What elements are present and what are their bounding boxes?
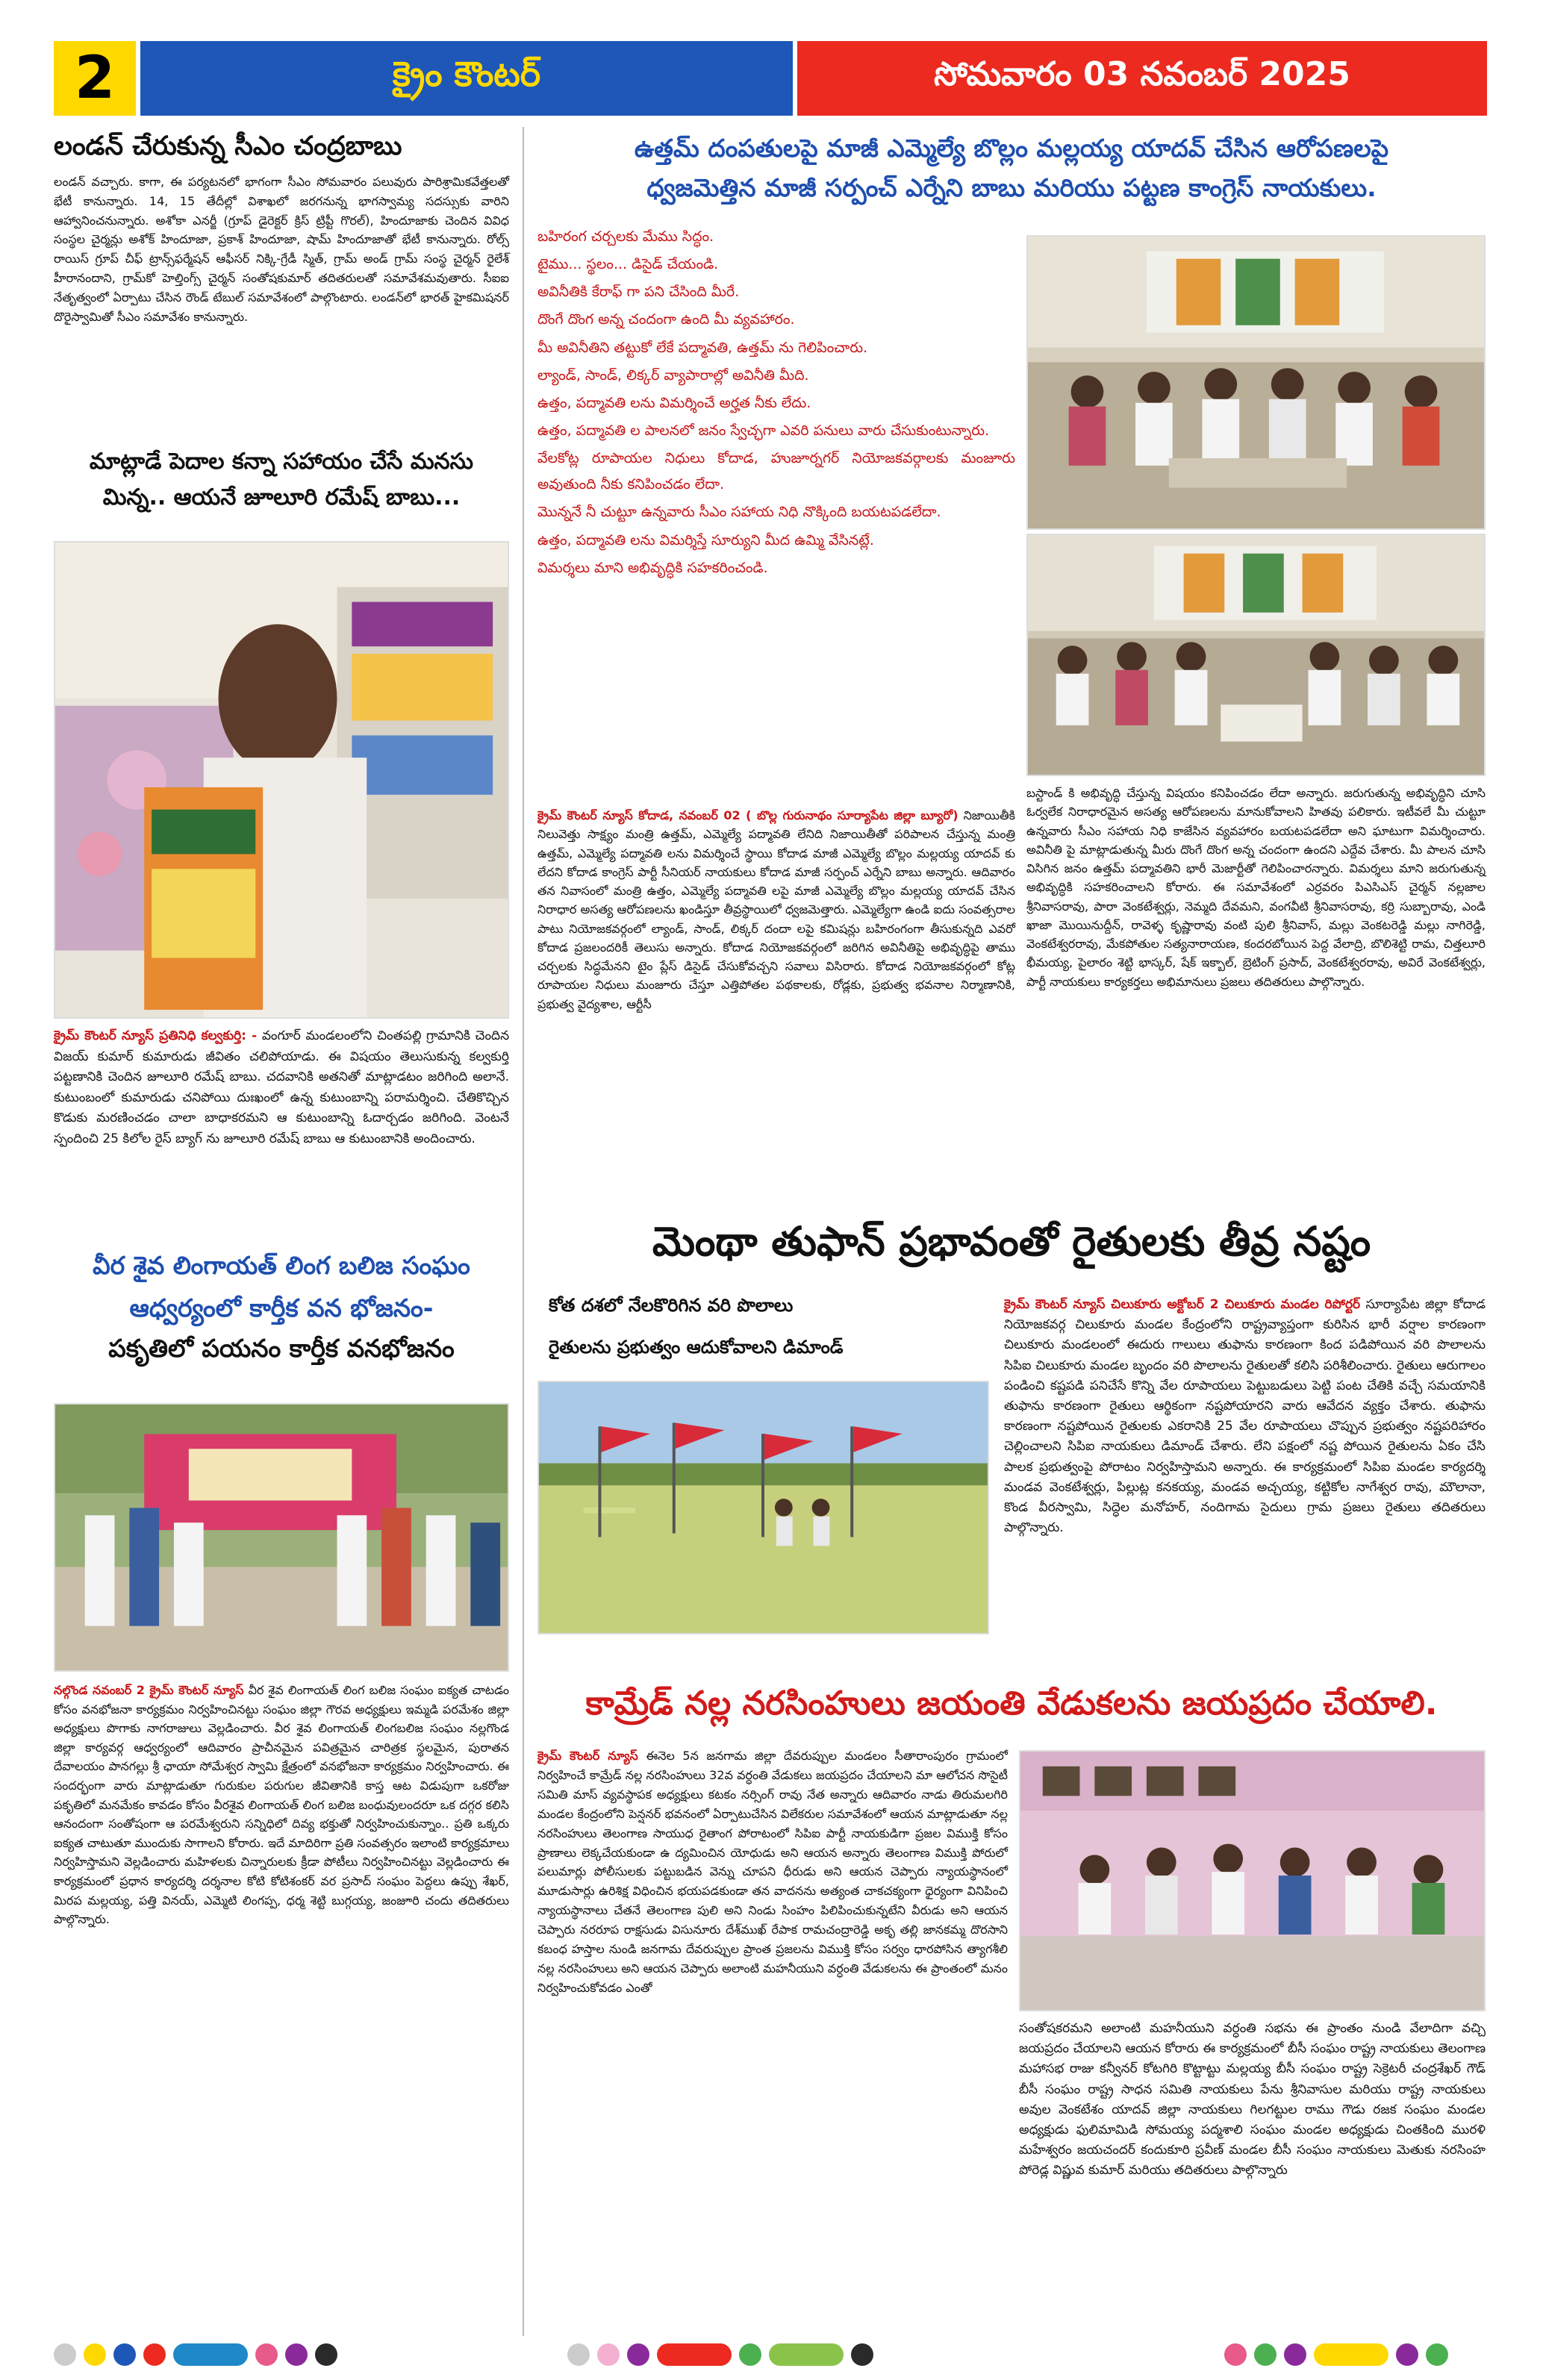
story5-sub1: కోత దశలో నేలకొరిగిన వరి పొలాలు [549,1295,794,1316]
story6-text-left [537,1746,1008,1998]
decor-dot [1284,2343,1306,2366]
decor-dot [597,2343,620,2366]
decor-dot [54,2343,76,2366]
quote-item: ఉత్తం, పద్మావతి లను విమర్శిస్తే సూర్యుని మీద ఉమ్మి వేసినట్లే. [537,531,874,549]
footer-dots-right [1224,2343,1448,2366]
story6-body-right: సంతోషకరమని అలాంటి మహనీయుని వర్ధంతి సభను ఈ ప్రాంతం నుండి వేలాదిగా వచ్చి జయప్రదం చేయాలని ఆయన కోరారు ఈ కార్యక్రమంలో బీసీ సంఘం రాష్ట్ర నాయకులు తెలంగాణ మహాసభ రాజు కన్వీనర్ కోటగిరి కొట్టాట్టు మల్లయ్య బీసీ సంఘం రాష్ట్ర సెక్రెటరీ చంద్రశేఖర్ గౌడ్ బీసీ సంఘం రాష్ట్ర సాధన సమితి నాయకులు పేను శ్రీనివాసుల మరియు రాష్ట్ర నాయకులు అవుల వెంకటేశం యాదవ్ జిల్లా నాయకులు గిలగట్టుల రాము గౌడు రజక సంఘం మండల అధ్యక్షుడు ఫులిమామిడి సోమయ్య పద్మశాలి సంఘం మండల అధ్యక్షుడు చింతకింది మురళి మహేశ్వరం జయచందర్ కందుకూరి ప్రవీణ్ మండల బీసీ సంఘం నాయకులు మెతుకు నరసింహ పోరెడ్ల విష్ణువ కుమార్ మరియు తదితరులు పాల్గొన్నారు [1019,2021,1486,2178]
date-line: సోమవారం 03 నవంబర్ 2025 [793,41,1487,116]
quote-item: దొంగే దొంగ అన్న చందంగా ఉంది మీ వ్యవహారం. [537,311,795,328]
story5-sub2: రైతులను ప్రభుత్వం ఆదుకోవాలని డిమాండ్ [549,1337,844,1358]
rice-bag-photo [54,541,509,1019]
decor-dot [285,2343,308,2366]
story2-body: వంగూర్ మండలంలోని చింతపల్లి గ్రామానికి చెందిన విజయ్ కుమార్ కుమారుడు జీవితం చలిపోయాడు. ఈ విషయం తెలుసుకున్న కల్వకుర్తి పట్టణానికి చెందిన జూలూరి రమేష్ బాబు. చదవానికి అతనితో మాట్లాడటం జరిగింది అలానే. కుటుంబంలో కుమారుడు చనిపోయి దుఃఖంలో ఉన్న కుటుంబాన్ని పరామర్శించి. చేతికొచ్చిన కొడుకు మరణించడం చాలా బాధాకరమని ఆ కుటుంబాన్ని ఓదార్చడం జరిగింది. వెంటనే స్పందించి 25 కిలోల రైస్ బ్యాగ్ ను జూలూరి రమేష్ బాబు ఆ కుటుంబానికి అందించారు. [54,1028,509,1146]
story5-head [537,1216,1486,1267]
footer-dots-left [54,2343,337,2366]
decor-dot [739,2343,761,2366]
decor-dot [1426,2343,1448,2366]
quote-item: ఉత్తం, పద్మావతి లను విమర్శించే అర్హత నీకు లేదు. [537,394,811,411]
decor-dot [143,2343,166,2366]
decor-dot [84,2343,106,2366]
decor-bar [173,2343,248,2366]
story5-subheads [549,1295,997,1362]
quote-item: బహిరంగ చర్చలకు మేము సిద్ధం. [537,228,714,245]
story3-headline-2: ఆధ్వర్యంలో కార్తీక వన భోజనం- [129,1293,434,1323]
press-meet-photo-1 [1026,235,1486,530]
decor-dot [1396,2343,1418,2366]
story4-text-left [537,806,1015,1013]
meeting-photo [1019,1750,1486,2011]
paper-name: క్రైం కౌంటర్ [136,41,793,116]
story6-head [537,1683,1486,1724]
quote-item: మొన్ననే నీ చుట్టూ ఉన్నవారు సీఎం సహాయ నిధి నొక్కింది బయటపడలేదా. [537,504,941,521]
story6-body-left: ఈనెల 5న జనగామ జిల్లా దేవరుప్పుల మండలం సీతారాంపురం గ్రామంలో నిర్వహించే కామ్రేడ్ నల్ల నరసింహులు 32వ వర్ధంతి వేడుకలు జయప్రదం చేయాలని మా ఆలోచన సొసైటీ సమితి మాస్ వ్యవస్థాపక అధ్యక్షులు కటకం నర్సింగ్ రావు నేత అన్నారు ఆదివారం నాడు తిరుమలగిరి మండల కేంద్రంలోని పెన్షనర్ భవనంలో ఏర్పాటుచేసిన విలేకరుల సమావేశంలో ఆయన మాట్లాడుతూ నల్ల నరసింహులు తెలంగాణ సాయుధ రైతాంగ పోరాటంలో సిపిఐ పార్టీ నాయకుడిగా ప్రజల విముక్తి కోసం ప్రాణాలు లెక్కచేయకుండా ఉ ద్యమించిన యోధుడు అని ఆయన అన్నారు తెలంగాణ విముక్తి పోరులో పలుమార్లు పోలీసులకు పట్టుబడిన వెన్ను చూపని ధీరుడు అని ఆయన చెప్పారు న్యాయస్థానంలో మూడుసార్లు ఉరిశిక్ష విధించిన భయపడకుండా తన వాదనను అత్యంత చాకచక్యంగా ధైర్యంగా వినిపించి న్యాయస్థానాలు చేతనే తెలంగాణ పులి అని నిండు సింహం పిలిపించుకున్నటేని వీరుడు అని ఆయన చెప్పారు నరరూప రాక్షసుడు విసునూరు దేశ్‌ముఖ్ రేపాక రామచంద్రారెడ్డి అకృ తల్లి జానకమ్మ దొరసాని కబంధ హస్తాల నుండి జనగామ దేవరుప్పుల ప్రాంత ప్రజలను విముక్తి కోసం సర్వం ధారపోసిన త్యాగశీలి నల్ల నరసింహులు అని ఆయన చెప్పారు అలాంటి మహనీయుని వర్ధంతి వేడుకలను ఈ ప్రాంతంలో మనం నిర్వహించుకోవడం ఎంతో [537,1749,1009,1995]
story1-body: లండన్ వచ్చారు. కాగా, ఈ పర్యటనలో భాగంగా సీఎం సోమవారం పలువురు పారిశ్రామికవేత్తలతో భేటీ కానున్నారు. 14, 15 తేదీల్లో విశాఖలో జరగనున్న భాగస్వామ్య సదస్సుకు వారిని ఆహ్వానించనున్నారు. అశోకా ఎనర్జీ (గ్రూప్ డైరెక్టర్ క్రిస్ ట్రిప్టీ గొరల్), హిందూజాకు చెందిన వివిధ సంస్థల చైర్మన్లు అశోక్ హిందూజా, ప్రకాశ్ హిందూజా, షామ్ హిందూజాతో భేటీ కానున్నారు. రోల్స్ రాయిస్ గ్రూప్ చీఫ్ ట్రాన్స్‌ఫర్మేషన్ ఆఫీసర్ నిక్కి-గ్రేడీ స్మిత్, గ్రామ్ అండ్ గ్రామ్ సంస్థ చైర్మన్ రైలేశ్ హీరానందాని, గ్రామ్‌కో హెల్తింగ్స్ చైర్మన్ సంతోషకుమార్ తదితరులతో సమావేశమవుతారు. సీఐఐ నేతృత్వంలో ఏర్పాటు చేసిన రౌండ్ టేబుల్ సమావేశంలో పాల్గొంటారు. లండన్‌లో భారత్ హైకమిషనర్ దొరైస్వామితో సీఎం సమావేశం కానున్నారు. [54,174,509,325]
column-divider [523,127,524,2336]
decor-dot [315,2343,337,2366]
quote-item: మీ అవినీతిని తట్టుకో లేకే పద్మావతి, ఉత్తమ్ ను గెలిపించారు. [537,339,868,356]
story6-text-right [1019,2019,1486,2181]
story3-body: వీర శైవ లింగాయత్ లింగ బలిజ సంఘం ఐక్యత చాటడం కోసం వనభోజనా కార్యక్రమం నిర్వహించినట్టు సంఘం జిల్లా గౌరవ అధ్యక్షులు ఇమ్మడి పరమేశం జిల్లా అధ్యక్షులు పొగాకు నాగరాజులు వెల్లడించారు. వీర శైవ లింగాయత్ లింగబలిజ సంఘం నల్లగొండ జిల్లా కార్యవర్గ ఆధ్వర్యంలో ఆదివారం ప్రాచీనమైన పవిత్రమైన చారిత్రక స్థలమైన, పురాతన దేవాలయం పానగల్లు శ్రీ ఛాయా సోమేశ్వర స్వామి క్షేత్రంలో వనభోజనా కార్యక్రమం నిర్వహించారు. ఈ సందర్భంగా వారు మాట్లాడుతూ గురుకుల పరుగుల జీవితానికి కాస్త ఆట విడుపుగా ఒకరోజు పకృతిలో మనమేకం కావడం కోసం వీరశైవ లింగాయత్ లింగ బలిజ బంధువులందరూ ఒక దగ్గర కలిసి ఆనందంగా సంతోషంగా ఆ పరమేశ్వరుని సన్నిధిలో దివ్య భక్తుతో నిర్వహించుకున్నాం.. ప్రతి ఒక్కరు ఐక్యత చాటుతూ ముందుకు సాగాలని కోరారు. ఇదే మాదిరిగా ప్రతి సంవత్సరం ఇలాంటి కార్యక్రమాలు నిర్వహిస్తామని వెల్లడించారు మహిళలకు చిన్నారులకు క్రీడా పోటీలు నిర్వహించినట్టు వెల్లడించారు ఈ కార్యక్రమంలో ప్రధాన కార్యదర్శి దర్శనాల కోటి కోటిశంకర్ వర ప్రసాద్ సంఘం పెద్దలు ఉప్పు శేఖర్, మిరప మల్లయ్య, పత్తి వినయ్, ఎమ్మెటి లింగప్ప, ధర్మ శెట్టి బుగ్గయ్య, జంజూరి చందు తదితరులు పాల్గొన్నారు. [54,1683,509,1927]
story3-head [54,1250,509,1364]
story2-headline-1: మాట్లాడే పెదాల కన్నా సహాయం చేసే మనసు [89,449,474,475]
quote-item: వేలకోట్ల రూపాయల నిధులు కోదాడ, హుజూర్నగర్ నియోజకవర్గాలకు మంజూరు అవుతుంది నీకు కనిపించడం లేదా. [537,450,1015,493]
quote-item: ల్యాండ్, సాండ్, లిక్కర్ వ్యాపారాల్లో అవినీతి మీది. [537,366,809,384]
story4-byline: క్రైమ్ కౌంటర్ న్యూస్ కోదాడ, నవంబర్ 02 ( బొల్ల గురునాథం సూర్యాపేట జిల్లా బ్యూరో) [537,808,958,822]
story4-body-left: నిజాయితీకి నిలువెత్తు సాక్ష్యం మంత్రి ఉత్తమ్, ఎమ్మెల్యే పద్మావతి లేనిది నిజాయితీతో పరిపాలన చేస్తున్న మంత్రి ఉత్తమ్, ఎమ్మెల్యే పద్మావతి లను విమర్శించే స్థాయి కోదాడ మాజీ ఎమ్మెల్యే బొల్లం మల్లయ్య యాదవ్ కు లేదని కోదాడ కాంగ్రెస్ పార్టీ సీనియర్ నాయకులు కోదాడ మాజీ సర్పంచ్ ఎర్నేని బాబు అన్నారు. ఆదివారం తన నివాసంలో మంత్రి ఉత్తం, ఎమ్మెల్యే పద్మావతి లపై మాజీ ఎమ్మెల్యే బొల్లం మల్లయ్య యాదవ్ చేసిన నిరాధార అసత్య ఆరోపణలను ఖండిస్తూ తీవ్రస్థాయిలో ధ్వజమెత్తారు. ఎమ్మెల్యేగా ఉండి ఐదు సంవత్సరాల పాటు నియోజకవర్గంలో ల్యాండ్, సాండ్, లిక్కర్ దందా లపై కమిషన్లు బహిరంగంగా తీసుకున్నది ఎవరో కోదాడ ప్రజలందరికీ తెలుసు అన్నారు. కోదాడ నియోజకవర్గంలో జరిగిన అవినీతిపై అభివృద్ధిపై తాము చర్చలకు సిద్ధమేనని టైం ప్లేస్ డిసైడ్ చేసుకోవచ్చని సవాలు విసిరారు. కోదాడ నియోజకవర్గంలో కోట్ల రూపాయల నిధులు మంజూరు చేస్తూ ఎత్తిపోతల పథకాలకు, రోడ్లకు, ప్రభుత్వ భవనాల నిర్మాణానికి, ప్రభుత్వ వైద్యశాల, ఆర్టీసీ [537,808,1015,1011]
decor-dot [627,2343,649,2366]
story4-text-right [1026,784,1486,991]
quote-item: టైము... స్థలం... డిసైడ్ చేయండి. [537,256,719,273]
story4-head [537,133,1486,204]
story6-byline: క్రైమ్ కౌంటర్ న్యూస్ [537,1749,638,1763]
press-meet-photo-2 [1026,534,1486,776]
story4-body-right: బస్టాండ్ కి అభివృద్ధి చేస్తున్న విషయం కనిపించడం లేదా అన్నారు. జరుగుతున్న అభివృద్ధిని చూసి ఓర్వలేక నిరాధారమైన అసత్య ఆరోపణలను మానుకోవాలని హితవు పలికారు. ఇటీవలే మీ చుట్టూ ఉన్నవారు సీఎం సహాయ నిధి కాజేసిన వ్యవహారం బయటపడలేదా అని ఘాటుగా విమర్శించారు. అవినీతి పై మాట్లాడుతున్న మీరు దొంగే దొంగ అన్న చందంగా ఉందని ఎద్దేవ చేశారు. మీ పాలన చూసి విసిగిన జనం ఉత్తమ్ పద్మావతిని భారీ మెజార్టీతో గెలిపించారన్నారు. విమర్శలు మాని జరుగుతున్న అభివృద్ధికి సహకరించాలని కోరారు. ఈ సమావేశంలో ఎర్రవరం పిఎసిఎస్ చైర్మన్ నల్లజాల శ్రీనివాసరావు, పారా వెంకటేశ్వర్లు, నెమ్మది దేవమని, వంగవీటి శ్రీనివాసరావు, కర్రి సుబ్బారావు, ఎండి ఖాజా మొయినుద్దీన్, రావెళ్ళ కృష్ణారావు వంటి పులి శ్రీనివాస్, మల్లు వెంకటరెడ్డి మల్లు నాగిరెడ్డి, వెంకటేశ్వరరావు, మేకపోతుల సత్యనారాయణ, కందరబోయిన పెద్ద వేలాద్రి, బొలిశెట్టి రామ, చిత్తలూరి భీమయ్య, పైలారం శెట్టి భాస్కర్, షేక్ ఇక్బాల్, బ్రెటింగ్ ప్రసాద్, వెంకటేశ్వరరావు, అవిరే వెంకటేశ్వర్లు, పార్టీ నాయకులు కార్యకర్తలు అభిమానులు ప్రజలు తదితరులు పాల్గొన్నారు. [1026,786,1486,989]
decor-dot [851,2343,873,2366]
story1-headline: లండన్ చేరుకున్న సీఎం చంద్రబాబు [54,131,402,161]
story4-headline-2: ధ్వజమెత్తిన మాజీ సర్పంచ్ ఎర్నేని బాబు మరియు పట్టణ కాంగ్రెస్ నాయకులు. [646,173,1377,203]
story3-headline-3: పకృతిలో పయనం కార్తీక వనభోజనం [108,1333,455,1363]
decor-bar [657,2343,732,2366]
story5-byline: క్రైమ్ కౌంటర్ న్యూస్ చిలుకూరు అక్టోబర్ 2 చిలుకూరు మండల రిపోర్టర్ [1004,1297,1361,1312]
decor-dot [1224,2343,1247,2366]
story5-body: సూర్యాపేట జిల్లా కోదాడ నియోజకవర్గ చిలుకూరు మండల కేంద్రంలోని రాష్ట్రవ్యాప్తంగా కురిసిన భారీ వర్షాల కారణంగా చిలుకూరు మండలంలో ఈదురు గాలులు తుఫాను కారణంగా కింద పడిపోయిన వరి పొలాలను సిపిఐ చిలుకూరు మండల బృందం వరి పొలాలను రైతులతో కలిసి పరిశీలించారు. రైతులు ఆరుగాలం పండించి కష్టపడి పనిచేసే కొన్ని వేల రూపాయలు పెట్టుబడులు పెట్టి పంట చేతికి వచ్చే సమయానికి తుఫాను కారణంగా రైతులు ఆర్థికంగా నష్టపోయారని వారు ఆవేదన వ్యక్తం చేశారు. తుఫాను కారణంగా నష్టపోయిన రైతులకు ఎకరానికి 25 వేల రూపాయలు చొప్పున ప్రభుత్వం నష్టపరిహారం చెల్లించాలని సిపిఐ నాయకులు డిమాండ్ చేశారు. లేని పక్షంలో నష్ట పోయిన రైతులను ఏకం చేసి పాలక ప్రభుత్వంపై పోరాటం నిర్వహిస్తామని అన్నారు. ఈ కార్యక్రమంలో సిపిఐ మండల కార్యదర్శి మండవ వెంకటేశ్వర్లు, పిల్లుట్ల కనకయ్య, మండవ అచ్చయ్య, కట్టికోల నాగేశ్వర రావు, మౌలానా, కొండ వీరస్వామి, సిద్ధెల మనోహర్, నందిగామ సైదులు గ్రామ ప్రజలు రైతులు తదితరులు పాల్గొన్నారు. [1004,1297,1486,1536]
decor-bar [769,2343,844,2366]
story3-headline-1: వీర శైవ లింగాయత్ లింగ బలిజ సంఘం [93,1251,470,1280]
quote-item: విమర్శలు మాని అభివృద్ధికి సహకరించండి. [537,559,768,576]
decor-dot [1254,2343,1277,2366]
decor-dot [567,2343,590,2366]
story6-headline: కామ్రేడ్ నల్ల నరసింహులు జయంతి వేడుకలను జయప్రదం చేయాలి. [585,1684,1438,1722]
decor-bar [1314,2343,1388,2366]
story5-text [1004,1295,1486,1538]
left-column [54,131,509,327]
story2-byline: క్రైమ్ కౌంటర్ న్యూస్ ప్రతినిధి కల్వకుర్తి: - [54,1028,258,1043]
story4-quotes [537,224,1015,583]
page-number: 2 [54,41,136,116]
story5-headline: మెంథా తుఫాన్ ప్రభావంతో రైతులకు తీవ్ర నష్టం [652,1218,1371,1265]
masthead [54,41,1487,116]
story2-head [54,448,509,511]
footer-dots-center [567,2343,873,2366]
decor-dot [255,2343,278,2366]
story2-text [54,1026,509,1149]
story3-text [54,1681,509,1929]
decor-dot [113,2343,136,2366]
quote-item: ఉత్తం, పద్మావతి ల పాలనలో జనం స్వేచ్ఛగా ఎవరి పనులు వారు చేసుకుంటున్నారు. [537,422,990,439]
paddy-field-photo [537,1381,989,1634]
story3-byline: నల్గొండ నవంబర్ 2 క్రైమ్ కౌంటర్ న్యూస్ [54,1683,244,1697]
quote-item: అవినీతికి కేరాఫ్ గా పని చేసింది మీరే. [537,284,740,301]
vanabhojanam-photo [54,1403,509,1672]
story2-headline-2: మిన్న.. ఆయనే జూలూరి రమేష్ బాబు... [102,484,461,510]
story4-headline-1: ఉత్తమ్ దంపతులపై మాజీ ఎమ్మెల్యే బొల్లం మల్లయ్య యాదవ్ చేసిన ఆరోపణలపై [634,134,1389,163]
